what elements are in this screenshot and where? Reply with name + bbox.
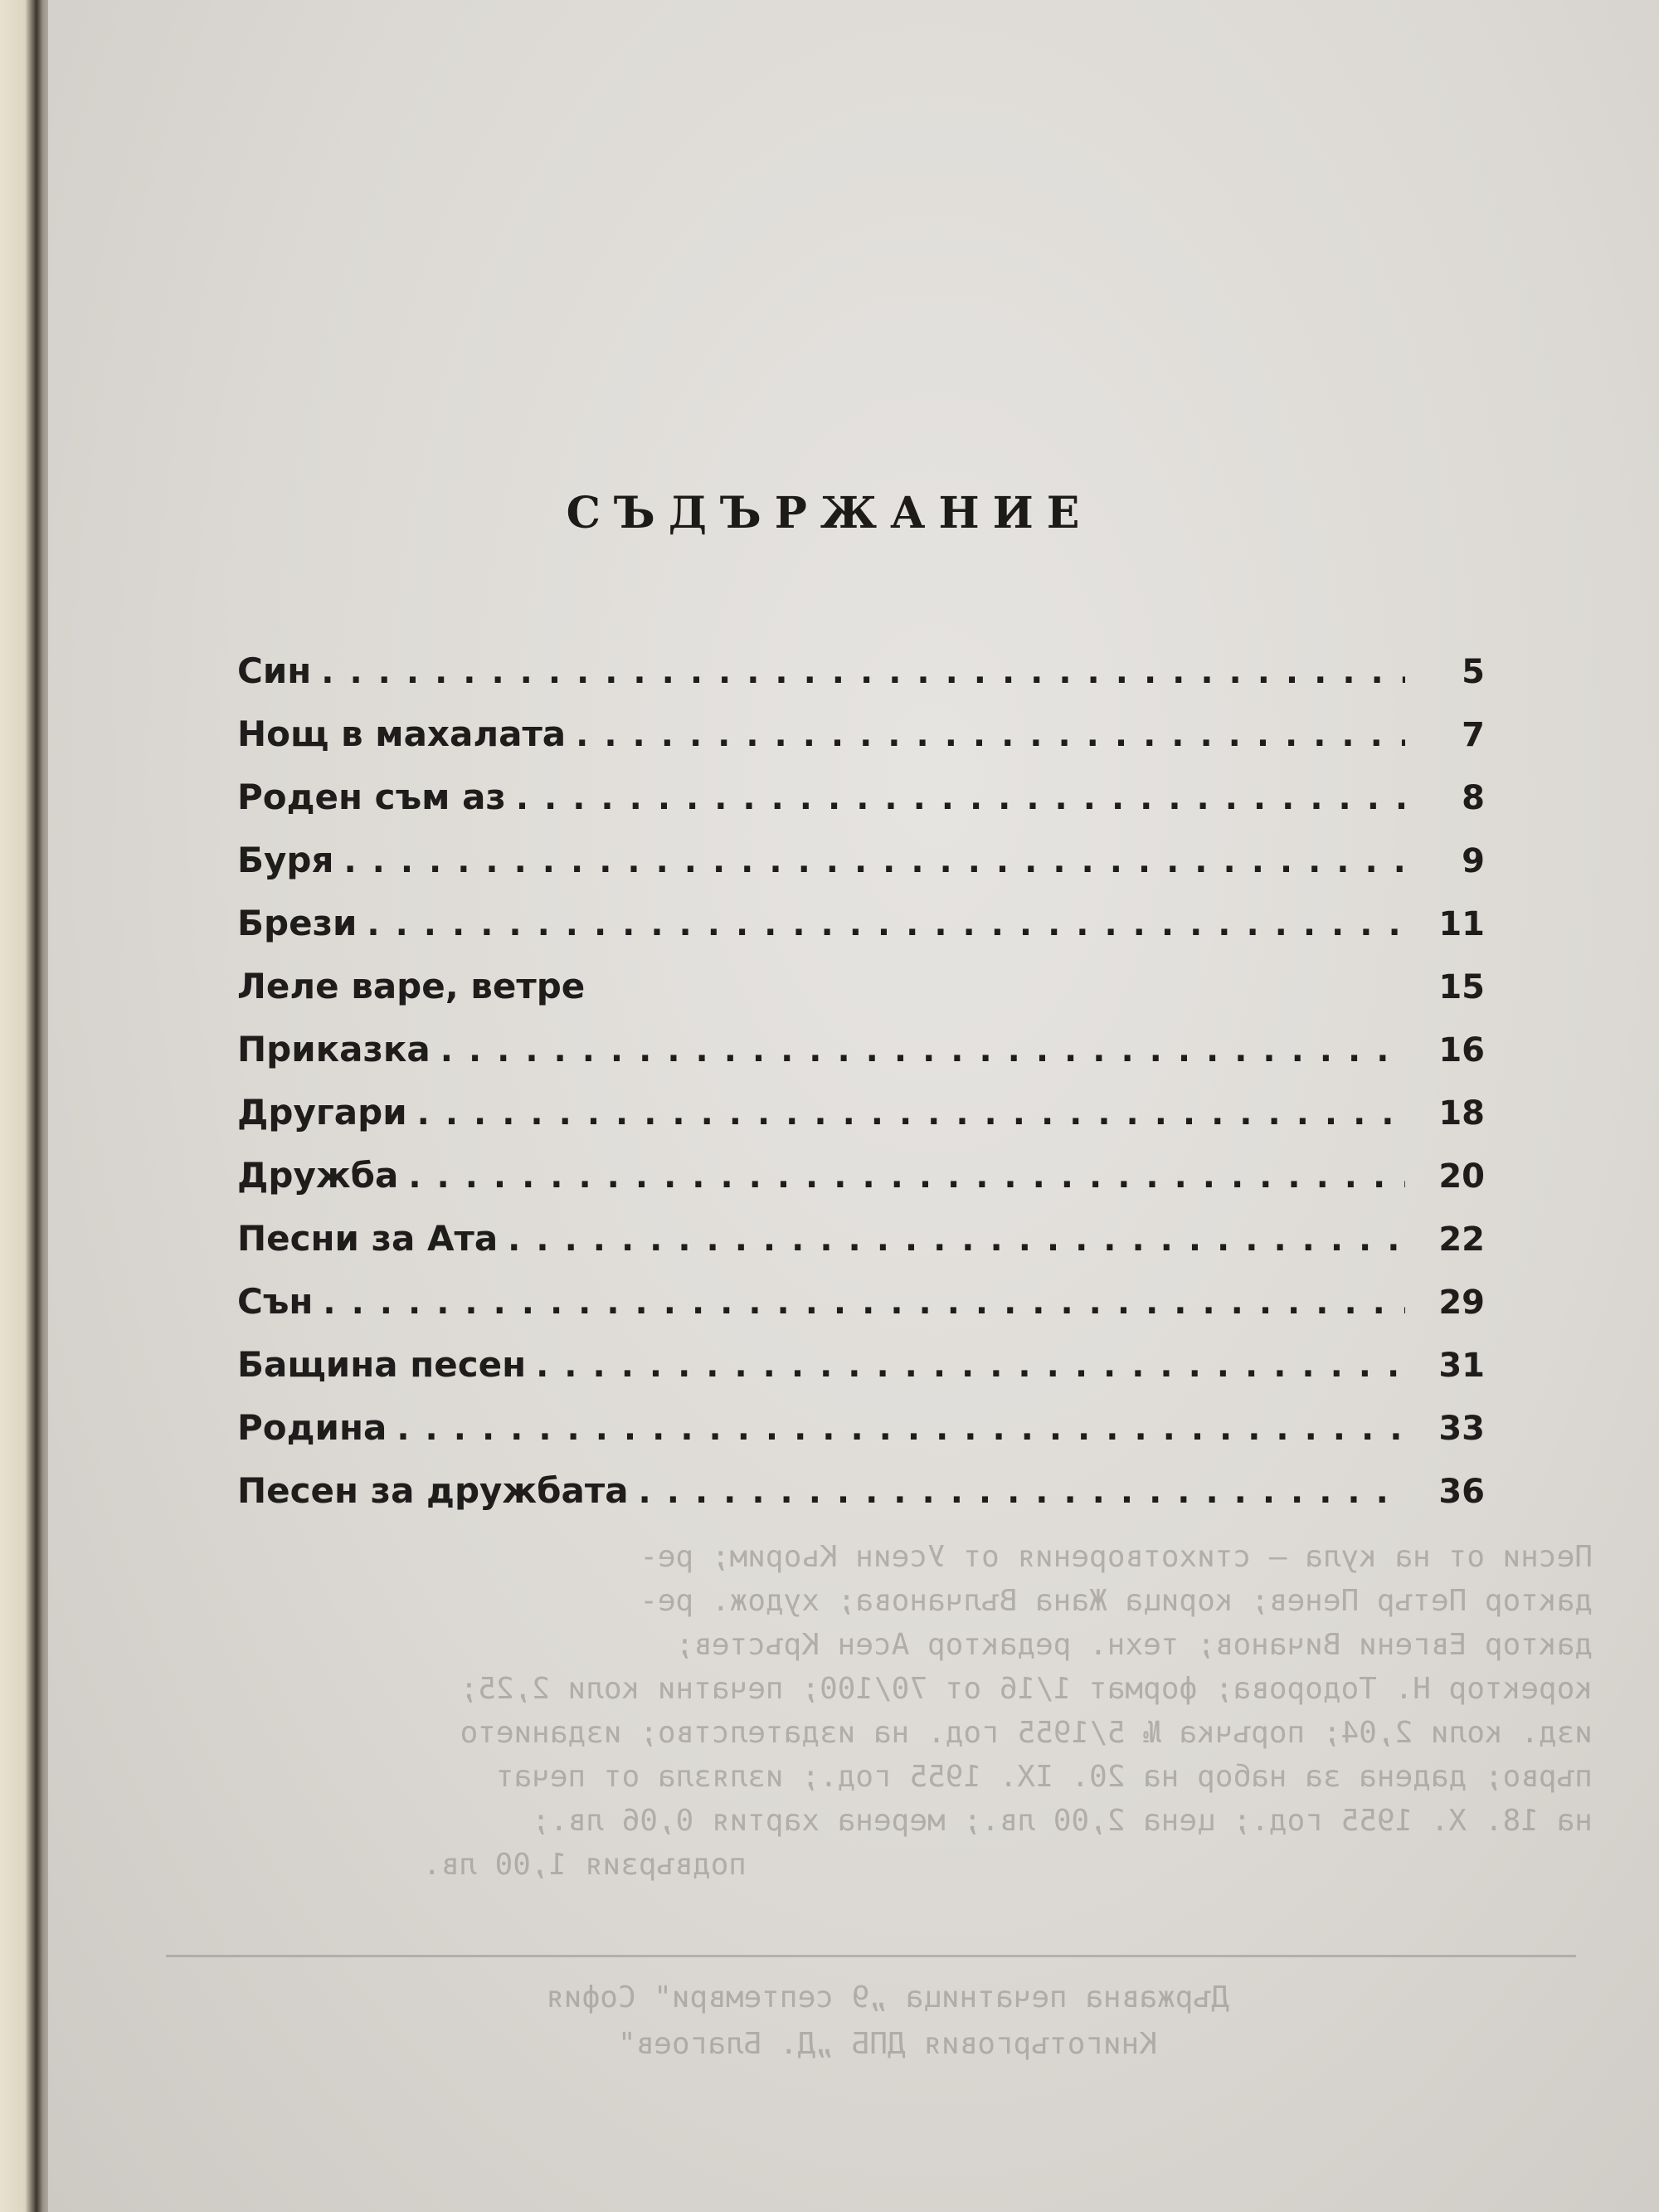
toc-entry xyxy=(237,966,1490,1029)
toc-heading: СЪДЪРЖАНИЕ xyxy=(566,488,1093,538)
toc-entry-page: 11 xyxy=(1438,905,1485,943)
toc-entry xyxy=(237,1344,1490,1407)
bleed-through-printer xyxy=(348,1975,1427,2068)
dot-leader xyxy=(367,905,1405,943)
toc-entry xyxy=(237,1029,1490,1092)
bleed-line: Песни от на кула — стихотворения от Усеин Кьорим; ре- xyxy=(640,1540,1593,1574)
bleed-line: Книготърговия ДПБ „Д. Благоев" xyxy=(617,2027,1158,2061)
toc-entry-page: 5 xyxy=(1462,653,1485,691)
toc-entry-page: 18 xyxy=(1438,1094,1485,1133)
dot-leader xyxy=(417,1094,1405,1133)
toc-entry-page: 8 xyxy=(1462,779,1485,817)
bleed-line: първо; дадена за набор на 20. IX. 1955 год.; излязла от печат xyxy=(495,1760,1593,1794)
toc-entry xyxy=(237,1470,1490,1533)
bleed-through-divider xyxy=(166,1955,1576,1957)
toc-entry-title: Другари xyxy=(237,1092,407,1133)
dot-leader xyxy=(576,716,1405,754)
toc-entry-title: Буря xyxy=(237,840,334,880)
toc-entry xyxy=(237,714,1490,777)
dot-leader xyxy=(508,1220,1405,1259)
toc-entry-title: Бащина песен xyxy=(237,1344,527,1385)
toc-entry-title: Песен за дружбата xyxy=(237,1470,629,1511)
toc-entry xyxy=(237,650,1490,714)
toc-entry-title: Дружба xyxy=(237,1155,399,1196)
dot-leader xyxy=(536,1347,1405,1385)
bleed-line: коректор Н. Тодорова; формат 1/16 от 70/100; печатни коли 2,25; xyxy=(460,1672,1593,1706)
toc-entry-title: Роден съм аз xyxy=(237,777,506,817)
bleed-through-colophon xyxy=(100,1535,1593,1887)
toc-entry xyxy=(237,840,1490,903)
toc-entry-title: Син xyxy=(237,650,312,691)
toc-entry-page: 22 xyxy=(1438,1220,1485,1259)
dot-leader xyxy=(321,653,1405,691)
toc-entry xyxy=(237,1155,1490,1218)
toc-entry-page: 31 xyxy=(1438,1347,1485,1385)
toc-entry-title: Песни за Ата xyxy=(237,1218,499,1259)
toc-entry-page: 16 xyxy=(1438,1031,1485,1069)
dot-leader xyxy=(440,1031,1405,1069)
table-of-contents xyxy=(237,650,1490,1533)
dot-leader xyxy=(408,1157,1405,1196)
toc-entry-page: 9 xyxy=(1462,842,1485,880)
toc-entry-page: 20 xyxy=(1438,1157,1485,1196)
bleed-line: дактор Евгени Вичанов; техн. редактор Асен Кръстев; xyxy=(675,1628,1593,1662)
toc-entry xyxy=(237,1092,1490,1155)
dot-leader xyxy=(323,1284,1405,1322)
toc-entry-title: Родина xyxy=(237,1407,387,1448)
toc-entry-title: Нощ в махалата xyxy=(237,714,567,754)
toc-entry-page: 29 xyxy=(1438,1284,1485,1322)
dot-leader xyxy=(343,842,1405,880)
toc-entry-page: 15 xyxy=(1438,968,1485,1006)
dot-leader xyxy=(639,1473,1405,1511)
toc-entry xyxy=(237,1218,1490,1281)
toc-entry xyxy=(237,1407,1490,1470)
toc-entry xyxy=(237,903,1490,966)
toc-entry-page: 33 xyxy=(1438,1410,1485,1448)
toc-entry xyxy=(237,777,1490,840)
bleed-line: изд. коли 2,04; поръчка № 5/1955 год. на издателство; изданието xyxy=(460,1716,1593,1750)
dot-leader xyxy=(397,1410,1405,1448)
toc-entry-title: Сън xyxy=(237,1281,314,1322)
toc-entry-page: 7 xyxy=(1462,716,1485,754)
dot-leader xyxy=(516,779,1405,817)
toc-entry xyxy=(237,1281,1490,1344)
bleed-line: подвързия 1,00 лв. xyxy=(422,1848,747,1882)
toc-entry-page: 36 xyxy=(1438,1473,1485,1511)
bleed-line: дактор Петър Пенев; корица Жана Вълчанова; худож. ре- xyxy=(640,1584,1593,1618)
bleed-line: Държавна печатница „9 септември" София xyxy=(546,1981,1229,2015)
toc-entry-title: Брези xyxy=(237,903,358,943)
toc-entry-title: Приказка xyxy=(237,1029,431,1069)
toc-entry-title: Леле варе, ветре xyxy=(237,966,586,1006)
bleed-line: на 18. X. 1955 год.; цена 2,00 лв.; мерена хартия 0,06 лв.; xyxy=(532,1804,1593,1838)
